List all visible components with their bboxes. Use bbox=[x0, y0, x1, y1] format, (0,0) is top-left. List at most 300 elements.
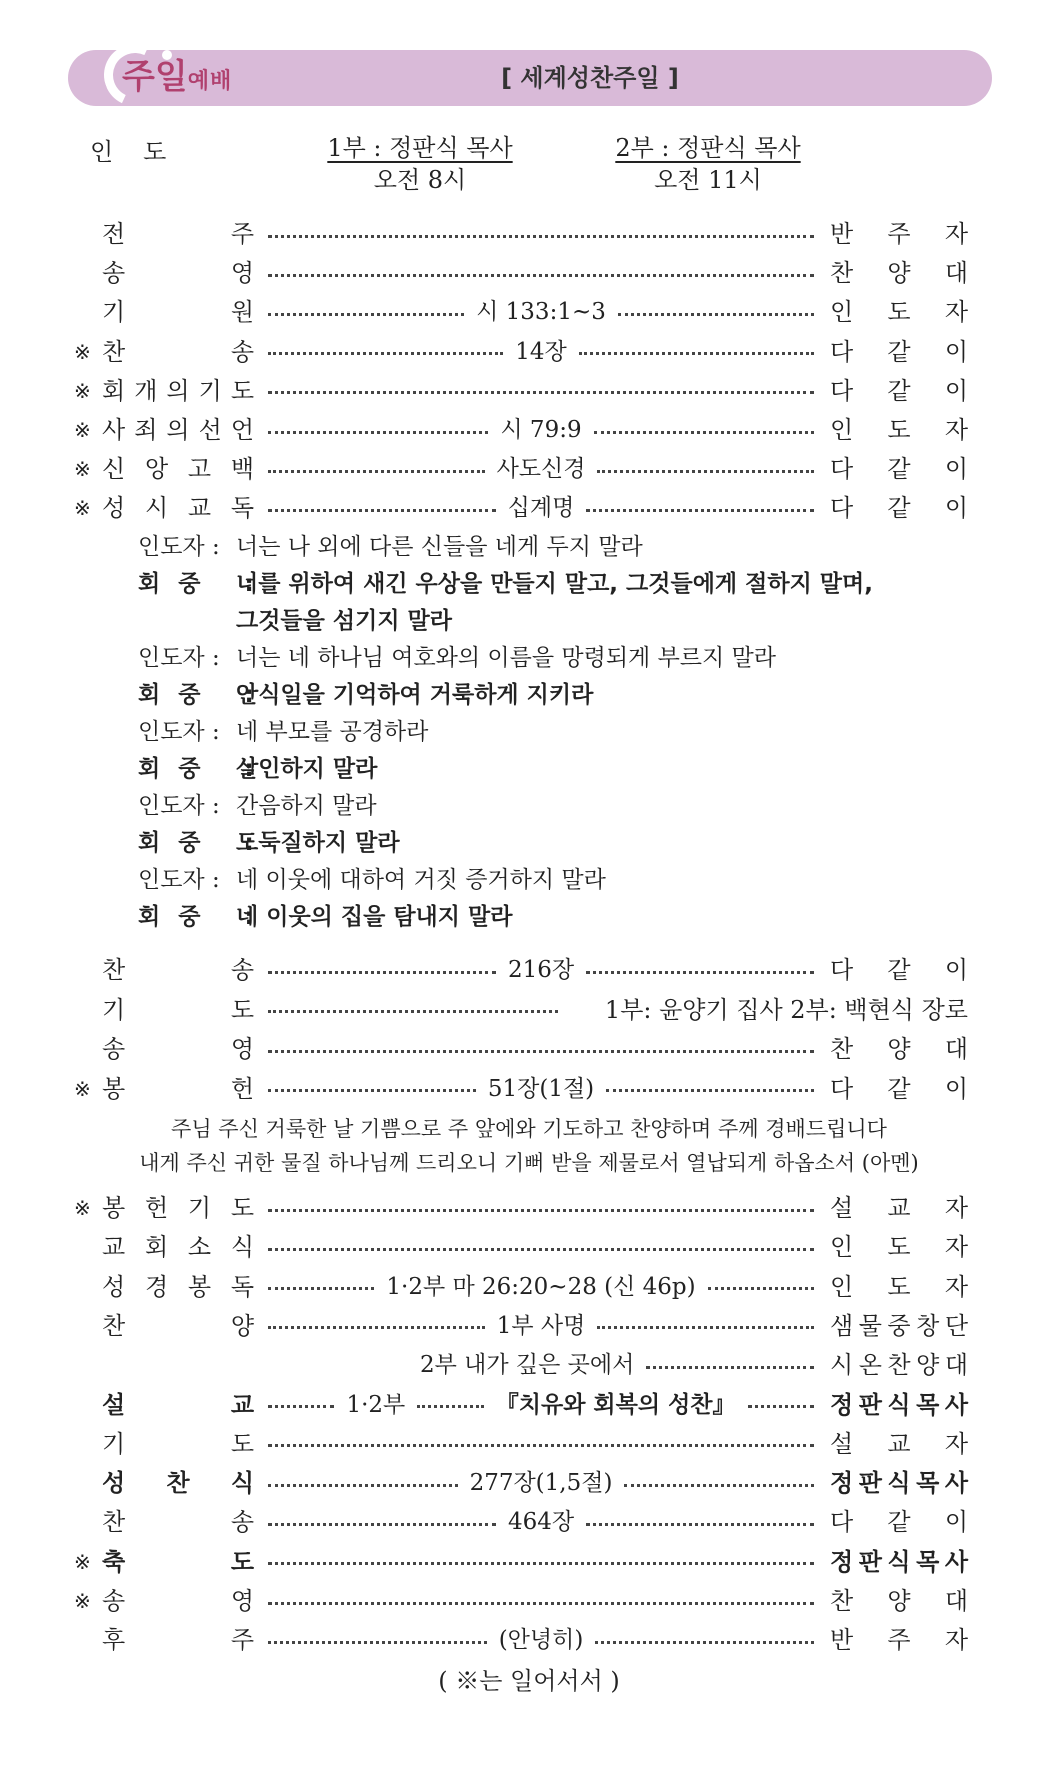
order-label-char: 신 bbox=[102, 455, 126, 484]
dot-line bbox=[618, 313, 814, 316]
leader-dots bbox=[268, 992, 558, 1028]
service-1 bbox=[320, 132, 520, 196]
order-person-char: 단 bbox=[944, 1311, 968, 1340]
page-title: [ 세계성찬주일 ] bbox=[501, 64, 679, 92]
leader-dots bbox=[268, 1269, 814, 1305]
order-person-char: 식 bbox=[887, 1547, 911, 1576]
order-label-char: 송 bbox=[230, 956, 254, 984]
order-person bbox=[830, 1504, 968, 1540]
order-person-char: 정 bbox=[830, 1547, 854, 1576]
dot-line bbox=[268, 313, 464, 316]
order-person-char: 자 bbox=[944, 298, 968, 327]
order-label-char: 찬 bbox=[102, 337, 126, 366]
order-person-char: 목 bbox=[916, 1469, 940, 1498]
order-person-char: 다 bbox=[830, 455, 854, 484]
leader-line bbox=[138, 862, 606, 898]
order-person bbox=[830, 1071, 968, 1107]
order-person-char: 대 bbox=[944, 259, 968, 288]
order-label bbox=[102, 1031, 254, 1067]
order-person-char: 찬 bbox=[830, 1587, 854, 1615]
order-row bbox=[0, 1190, 1058, 1226]
order-person-char: 도 bbox=[887, 416, 911, 444]
order-label bbox=[102, 294, 254, 330]
order-row bbox=[0, 334, 1058, 370]
leader-line bbox=[138, 640, 776, 676]
order-person-char: 이 bbox=[944, 337, 968, 366]
service-2-name: 2부 : 정판식 목사 bbox=[615, 134, 801, 162]
offering-prayer-line: 주님 주신 거룩한 날 기쁨으로 주 앞에와 기도하고 찬양하며 주께 경배드립니다 bbox=[171, 1117, 887, 1141]
order-person bbox=[830, 1308, 968, 1344]
order-label-char: 찬 bbox=[102, 1311, 126, 1340]
order-person-char: 반 bbox=[830, 1626, 854, 1655]
order-person-char: 설 bbox=[830, 1194, 854, 1222]
order-label bbox=[102, 1504, 254, 1540]
standing-mark: ※ bbox=[74, 1076, 91, 1101]
leader-dots bbox=[268, 294, 814, 330]
leader-line bbox=[138, 714, 428, 750]
reading-text: 네 이웃의 집을 탐내지 말라 bbox=[236, 904, 513, 930]
order-person bbox=[830, 490, 968, 526]
order-person-char: 자 bbox=[944, 1429, 968, 1458]
reading-text: 너는 나 외에 다른 신들을 네게 두지 말라 bbox=[236, 534, 643, 560]
order-person-char: 인 bbox=[830, 1272, 854, 1301]
order-row bbox=[0, 1031, 1058, 1067]
dot-line bbox=[268, 1602, 814, 1605]
order-person-char: 같 bbox=[887, 1508, 911, 1537]
dot-line bbox=[268, 1010, 558, 1013]
dot-line bbox=[268, 1287, 374, 1290]
order-label bbox=[102, 412, 254, 448]
order-row bbox=[0, 1347, 1058, 1383]
order-person-char: 사 bbox=[944, 1547, 968, 1576]
order-label bbox=[102, 1071, 254, 1107]
order-label-char: 언 bbox=[230, 416, 254, 444]
order-person-char: 창 bbox=[916, 1311, 940, 1340]
speaker-label: 회중 : bbox=[138, 756, 272, 782]
order-content: 시 79:9 bbox=[500, 417, 582, 443]
order-person-char: 이 bbox=[944, 1508, 968, 1537]
order-label-char: 소 bbox=[187, 1233, 212, 1262]
order-person-char: 물 bbox=[858, 1311, 882, 1340]
order-row bbox=[0, 294, 1058, 330]
order-person bbox=[830, 334, 968, 370]
order-label bbox=[102, 451, 254, 487]
order-content: 51장(1절) bbox=[487, 1075, 595, 1102]
order-person-char: 찬 bbox=[830, 259, 854, 288]
order-person-char: 주 bbox=[887, 1626, 911, 1655]
order-label-char: 교 bbox=[102, 1233, 126, 1262]
order-label-char: 독 bbox=[230, 494, 254, 523]
order-person-char: 자 bbox=[944, 220, 968, 248]
leader-line bbox=[138, 788, 377, 824]
order-person-char: 자 bbox=[944, 1233, 968, 1262]
reading-text: 네 부모를 공경하라 bbox=[236, 719, 429, 745]
dot-line bbox=[268, 235, 814, 238]
order-person bbox=[830, 412, 968, 448]
order-label-char: 식 bbox=[230, 1469, 254, 1498]
leader-dots bbox=[268, 451, 814, 487]
order-row bbox=[0, 255, 1058, 291]
leader-dots bbox=[268, 952, 814, 988]
dot-line bbox=[586, 1523, 814, 1526]
order-person-char: 도 bbox=[887, 1272, 911, 1301]
order-label-char: 의 bbox=[166, 416, 190, 444]
order-person-char: 찬 bbox=[830, 1035, 854, 1063]
leader-dots bbox=[268, 216, 814, 252]
dot-line bbox=[268, 1523, 496, 1526]
leader-dots bbox=[268, 1229, 814, 1265]
order-person-char: 판 bbox=[858, 1390, 882, 1419]
order-label-char: 찬 bbox=[166, 1469, 190, 1498]
order-person bbox=[830, 1426, 968, 1462]
leader-line bbox=[138, 529, 643, 565]
congregation-line bbox=[138, 677, 593, 713]
offering-prayer-line: 내게 주신 귀한 물질 하나님께 드리오니 기뻐 받을 제물로서 열납되게 하옵소서 (아멘) bbox=[139, 1151, 919, 1175]
dot-line bbox=[268, 1562, 814, 1565]
order-person-char: 식 bbox=[887, 1390, 911, 1419]
dot-line bbox=[268, 509, 496, 512]
order-person-char: 양 bbox=[887, 259, 911, 288]
order-person-char: 다 bbox=[830, 376, 854, 405]
order-label-char: 설 bbox=[102, 1390, 126, 1419]
dot-line bbox=[268, 1641, 487, 1644]
order-label bbox=[102, 334, 254, 370]
order-label-char: 교 bbox=[187, 494, 212, 523]
speaker-label: 회중 : bbox=[138, 571, 272, 597]
order-row bbox=[0, 216, 1058, 252]
order-label-char: 교 bbox=[230, 1390, 254, 1419]
order-label-char: 시 bbox=[144, 494, 169, 523]
order-label-char: 송 bbox=[230, 1508, 254, 1537]
order-label bbox=[102, 1465, 254, 1501]
dot-line bbox=[268, 1248, 814, 1251]
order-person-char: 다 bbox=[830, 494, 854, 523]
dot-line bbox=[586, 509, 814, 512]
speaker-label: 인도자 : bbox=[138, 867, 220, 893]
order-row bbox=[0, 1071, 1058, 1107]
order-label bbox=[102, 1426, 254, 1462]
standing-mark: ※ bbox=[74, 418, 91, 442]
order-person: 1부: 윤양기 집사 2부: 백현식 장로 bbox=[604, 995, 968, 1024]
order-label-char: 의 bbox=[166, 376, 190, 405]
order-content: 사도신경 bbox=[496, 456, 586, 483]
order-label-char: 송 bbox=[102, 1587, 126, 1615]
dot-line bbox=[268, 431, 488, 434]
order-label-char: 회 bbox=[102, 376, 126, 405]
sermon-title: 『치유와 회복의 성찬』 bbox=[495, 1391, 736, 1418]
dot-line bbox=[748, 1405, 814, 1408]
congregation-line bbox=[138, 751, 377, 787]
order-row bbox=[0, 1622, 1058, 1658]
order-person bbox=[830, 294, 968, 330]
order-label-char: 독 bbox=[230, 1272, 254, 1301]
dot-line bbox=[586, 971, 814, 974]
order-row bbox=[0, 1583, 1058, 1619]
dot-line bbox=[597, 1326, 814, 1329]
order-label-char: 성 bbox=[102, 1272, 126, 1301]
order-row bbox=[0, 1504, 1058, 1540]
order-content: 1부 사명 bbox=[496, 1312, 586, 1339]
standing-mark: ※ bbox=[74, 1589, 91, 1613]
dot-line bbox=[579, 352, 814, 355]
order-person-char: 같 bbox=[887, 455, 911, 484]
dot-line bbox=[268, 1209, 814, 1212]
dot-line bbox=[268, 1326, 485, 1329]
leader-dots bbox=[268, 1031, 814, 1067]
order-content: (안녕히) bbox=[498, 1627, 584, 1654]
order-label-char: 도 bbox=[230, 376, 254, 405]
order-row bbox=[0, 1387, 1058, 1423]
dot-line bbox=[268, 391, 814, 394]
order-label-char: 선 bbox=[198, 416, 222, 444]
order-person-char: 인 bbox=[830, 1233, 854, 1262]
reading-text: 너는 네 하나님 여호와의 이름을 망령되게 부르지 말라 bbox=[236, 645, 776, 671]
leader-dots bbox=[268, 1465, 814, 1501]
order-content: 시 133:1~3 bbox=[476, 299, 606, 326]
footnote: ( ※는 일어서서 ) bbox=[438, 1667, 620, 1695]
congregation-line bbox=[138, 825, 400, 861]
leader-dots bbox=[268, 373, 814, 409]
order-person bbox=[830, 1544, 968, 1580]
order-label bbox=[102, 216, 254, 252]
order-person-char: 인 bbox=[830, 298, 854, 327]
order-person bbox=[830, 451, 968, 487]
service-2-time: 오전 11시 bbox=[654, 166, 762, 194]
order-label-char: 고 bbox=[187, 455, 212, 484]
order-label-char: 주 bbox=[230, 1626, 254, 1655]
order-label-char: 양 bbox=[230, 1311, 254, 1340]
leader-dots bbox=[268, 1544, 814, 1580]
order-person-char: 자 bbox=[944, 416, 968, 444]
dot-line bbox=[268, 352, 503, 355]
order-person bbox=[830, 373, 968, 409]
order-content: 2부 내가 깊은 곳에서 bbox=[420, 1352, 635, 1379]
order-row bbox=[0, 1544, 1058, 1580]
order-label-char: 성 bbox=[102, 494, 126, 523]
order-label-char: 헌 bbox=[230, 1074, 254, 1103]
order-label bbox=[102, 1544, 254, 1580]
leader-dots bbox=[268, 1071, 814, 1107]
order-person-char: 같 bbox=[887, 956, 911, 984]
dot-line bbox=[268, 1484, 458, 1487]
order-label bbox=[102, 1387, 254, 1423]
order-label-char: 도 bbox=[230, 995, 254, 1024]
dot-line bbox=[646, 1366, 814, 1369]
order-person-char: 판 bbox=[858, 1547, 882, 1576]
order-label-char: 봉 bbox=[102, 1194, 126, 1222]
order-person-char: 시 bbox=[830, 1351, 854, 1380]
order-label-char: 찬 bbox=[102, 956, 126, 984]
dot-line bbox=[595, 1641, 814, 1644]
order-row bbox=[0, 952, 1058, 988]
dot-line bbox=[624, 1484, 814, 1487]
standing-mark: ※ bbox=[74, 1549, 91, 1574]
order-label bbox=[102, 1622, 254, 1658]
dot-line bbox=[268, 1089, 476, 1092]
congregation-line bbox=[138, 899, 512, 935]
order-row bbox=[0, 1229, 1058, 1265]
leader-dots bbox=[268, 1622, 814, 1658]
order-label bbox=[102, 1269, 254, 1305]
order-row bbox=[0, 1269, 1058, 1305]
logo: 주일예배 bbox=[122, 57, 233, 97]
order-label-char: 도 bbox=[230, 1194, 254, 1222]
speaker-label: 인도자 : bbox=[138, 534, 220, 560]
order-person-char: 다 bbox=[830, 337, 854, 366]
order-label bbox=[102, 1190, 254, 1226]
order-label-char: 송 bbox=[102, 259, 126, 288]
order-label bbox=[102, 1308, 254, 1344]
order-person-char: 인 bbox=[830, 416, 854, 444]
order-label-char: 축 bbox=[102, 1547, 126, 1576]
leader-dots bbox=[268, 1426, 814, 1462]
dot-line bbox=[268, 274, 814, 277]
speaker-label: 인도자 : bbox=[138, 719, 220, 745]
leader-dots bbox=[268, 1190, 814, 1226]
order-person bbox=[830, 1229, 968, 1265]
order-label-char: 기 bbox=[102, 298, 126, 327]
order-person-char: 양 bbox=[887, 1587, 911, 1615]
order-label-char: 도 bbox=[230, 1429, 254, 1458]
order-person-char: 찬 bbox=[887, 1351, 911, 1380]
dot-line bbox=[708, 1287, 814, 1290]
dot-line bbox=[417, 1405, 483, 1408]
order-label-char: 도 bbox=[230, 1547, 254, 1576]
order-content: 14장 bbox=[515, 338, 567, 365]
service-1-time: 오전 8시 bbox=[373, 166, 467, 194]
order-person-char: 반 bbox=[830, 220, 854, 248]
order-person-char: 사 bbox=[944, 1390, 968, 1419]
order-label-char: 원 bbox=[230, 298, 254, 327]
order-content: 216장 bbox=[507, 957, 575, 983]
order-content: 277장(1,5절) bbox=[469, 1470, 613, 1497]
congregation-line bbox=[138, 566, 873, 602]
order-person-char: 목 bbox=[916, 1390, 940, 1419]
order-person-char: 목 bbox=[916, 1547, 940, 1576]
service-1-name: 1부 : 정판식 목사 bbox=[327, 134, 513, 162]
order-label-char: 후 bbox=[102, 1626, 126, 1655]
order-person-char: 온 bbox=[858, 1351, 882, 1380]
order-person-char: 다 bbox=[830, 1508, 854, 1537]
reading-text: 도둑질하지 말라 bbox=[236, 830, 400, 856]
order-person-char: 이 bbox=[944, 494, 968, 523]
order-person-char: 이 bbox=[944, 376, 968, 405]
order-person-char: 대 bbox=[944, 1587, 968, 1615]
leader-dots bbox=[420, 1347, 814, 1383]
order-label-char: 백 bbox=[230, 455, 254, 484]
order-person-char: 식 bbox=[887, 1469, 911, 1498]
order-person bbox=[830, 1622, 968, 1658]
order-person bbox=[830, 1269, 968, 1305]
leader-dots bbox=[268, 1308, 814, 1344]
congregation-line-cont: 그것들을 섬기지 말라 bbox=[236, 608, 452, 634]
order-person-char: 주 bbox=[887, 220, 911, 248]
order-person-char: 자 bbox=[944, 1272, 968, 1301]
dot-line bbox=[606, 1089, 814, 1092]
order-person-char: 같 bbox=[887, 1074, 911, 1103]
reading-text: 간음하지 말라 bbox=[236, 793, 377, 819]
order-person-char: 교 bbox=[887, 1429, 911, 1458]
order-label bbox=[102, 1229, 254, 1265]
order-person bbox=[830, 1583, 968, 1619]
order-person-char: 샘 bbox=[830, 1311, 854, 1340]
order-row bbox=[0, 490, 1058, 526]
order-label bbox=[102, 952, 254, 988]
order-label-char: 사 bbox=[102, 416, 126, 444]
order-label-char: 경 bbox=[144, 1272, 169, 1301]
order-person-char: 대 bbox=[944, 1035, 968, 1063]
order-person-char: 자 bbox=[944, 1626, 968, 1655]
speaker-label: 인도자 : bbox=[138, 645, 220, 671]
dot-line bbox=[597, 470, 814, 473]
speaker-label: 인도자 : bbox=[138, 793, 220, 819]
order-label bbox=[102, 373, 254, 409]
order-person-char: 교 bbox=[887, 1194, 911, 1222]
order-person bbox=[830, 216, 968, 252]
leader-dots bbox=[268, 334, 814, 370]
standing-mark: ※ bbox=[74, 378, 91, 403]
order-person-char: 같 bbox=[887, 494, 911, 523]
order-person bbox=[830, 1387, 968, 1423]
order-person bbox=[830, 1347, 968, 1383]
standing-mark: ※ bbox=[74, 1196, 91, 1220]
order-person-char: 사 bbox=[944, 1469, 968, 1498]
order-label bbox=[102, 992, 254, 1028]
order-label-char: 송 bbox=[230, 337, 254, 366]
order-person-char: 같 bbox=[887, 376, 911, 405]
order-row bbox=[0, 373, 1058, 409]
order-label-char: 식 bbox=[230, 1233, 254, 1262]
order-content: 십계명 bbox=[507, 495, 575, 522]
reading-text: 안식일을 기억하여 거룩하게 지키라 bbox=[236, 682, 594, 708]
order-row bbox=[0, 992, 1058, 1028]
service-2 bbox=[608, 132, 808, 196]
standing-mark: ※ bbox=[74, 496, 91, 521]
order-person bbox=[830, 1031, 968, 1067]
order-label-char: 성 bbox=[102, 1469, 126, 1498]
reading-text: 네 이웃에 대하여 거짓 증거하지 말라 bbox=[236, 867, 606, 893]
dot-line bbox=[594, 431, 814, 434]
order-content: 464장 bbox=[507, 1509, 575, 1536]
leader-dots bbox=[268, 255, 814, 291]
dot-line bbox=[268, 971, 496, 974]
order-row bbox=[0, 451, 1058, 487]
leader-dots bbox=[268, 412, 814, 448]
order-person-char: 도 bbox=[887, 298, 911, 327]
order-label-char: 개 bbox=[134, 376, 158, 405]
order-label-char: 찬 bbox=[102, 1508, 126, 1537]
order-person-char: 같 bbox=[887, 337, 911, 366]
leader-label: 인도 bbox=[90, 138, 197, 166]
speaker-label: 회중 : bbox=[138, 904, 272, 930]
order-person-char: 이 bbox=[944, 1074, 968, 1103]
order-content: 1·2부 마 26:20~28 (신 46p) bbox=[386, 1273, 696, 1300]
order-label-char: 영 bbox=[230, 1587, 254, 1615]
order-label-char: 죄 bbox=[134, 416, 158, 444]
order-label bbox=[102, 255, 254, 291]
order-person-char: 정 bbox=[830, 1469, 854, 1498]
order-label-char: 주 bbox=[230, 220, 254, 248]
speaker-label: 회중 : bbox=[138, 682, 272, 708]
order-label bbox=[102, 490, 254, 526]
order-person-char: 양 bbox=[916, 1351, 940, 1380]
order-label-char: 봉 bbox=[102, 1074, 126, 1103]
dot-line bbox=[268, 1444, 814, 1447]
order-person-char: 자 bbox=[944, 1194, 968, 1222]
header-banner bbox=[68, 50, 992, 106]
order-label-char: 기 bbox=[187, 1194, 212, 1222]
order-person bbox=[830, 1465, 968, 1501]
